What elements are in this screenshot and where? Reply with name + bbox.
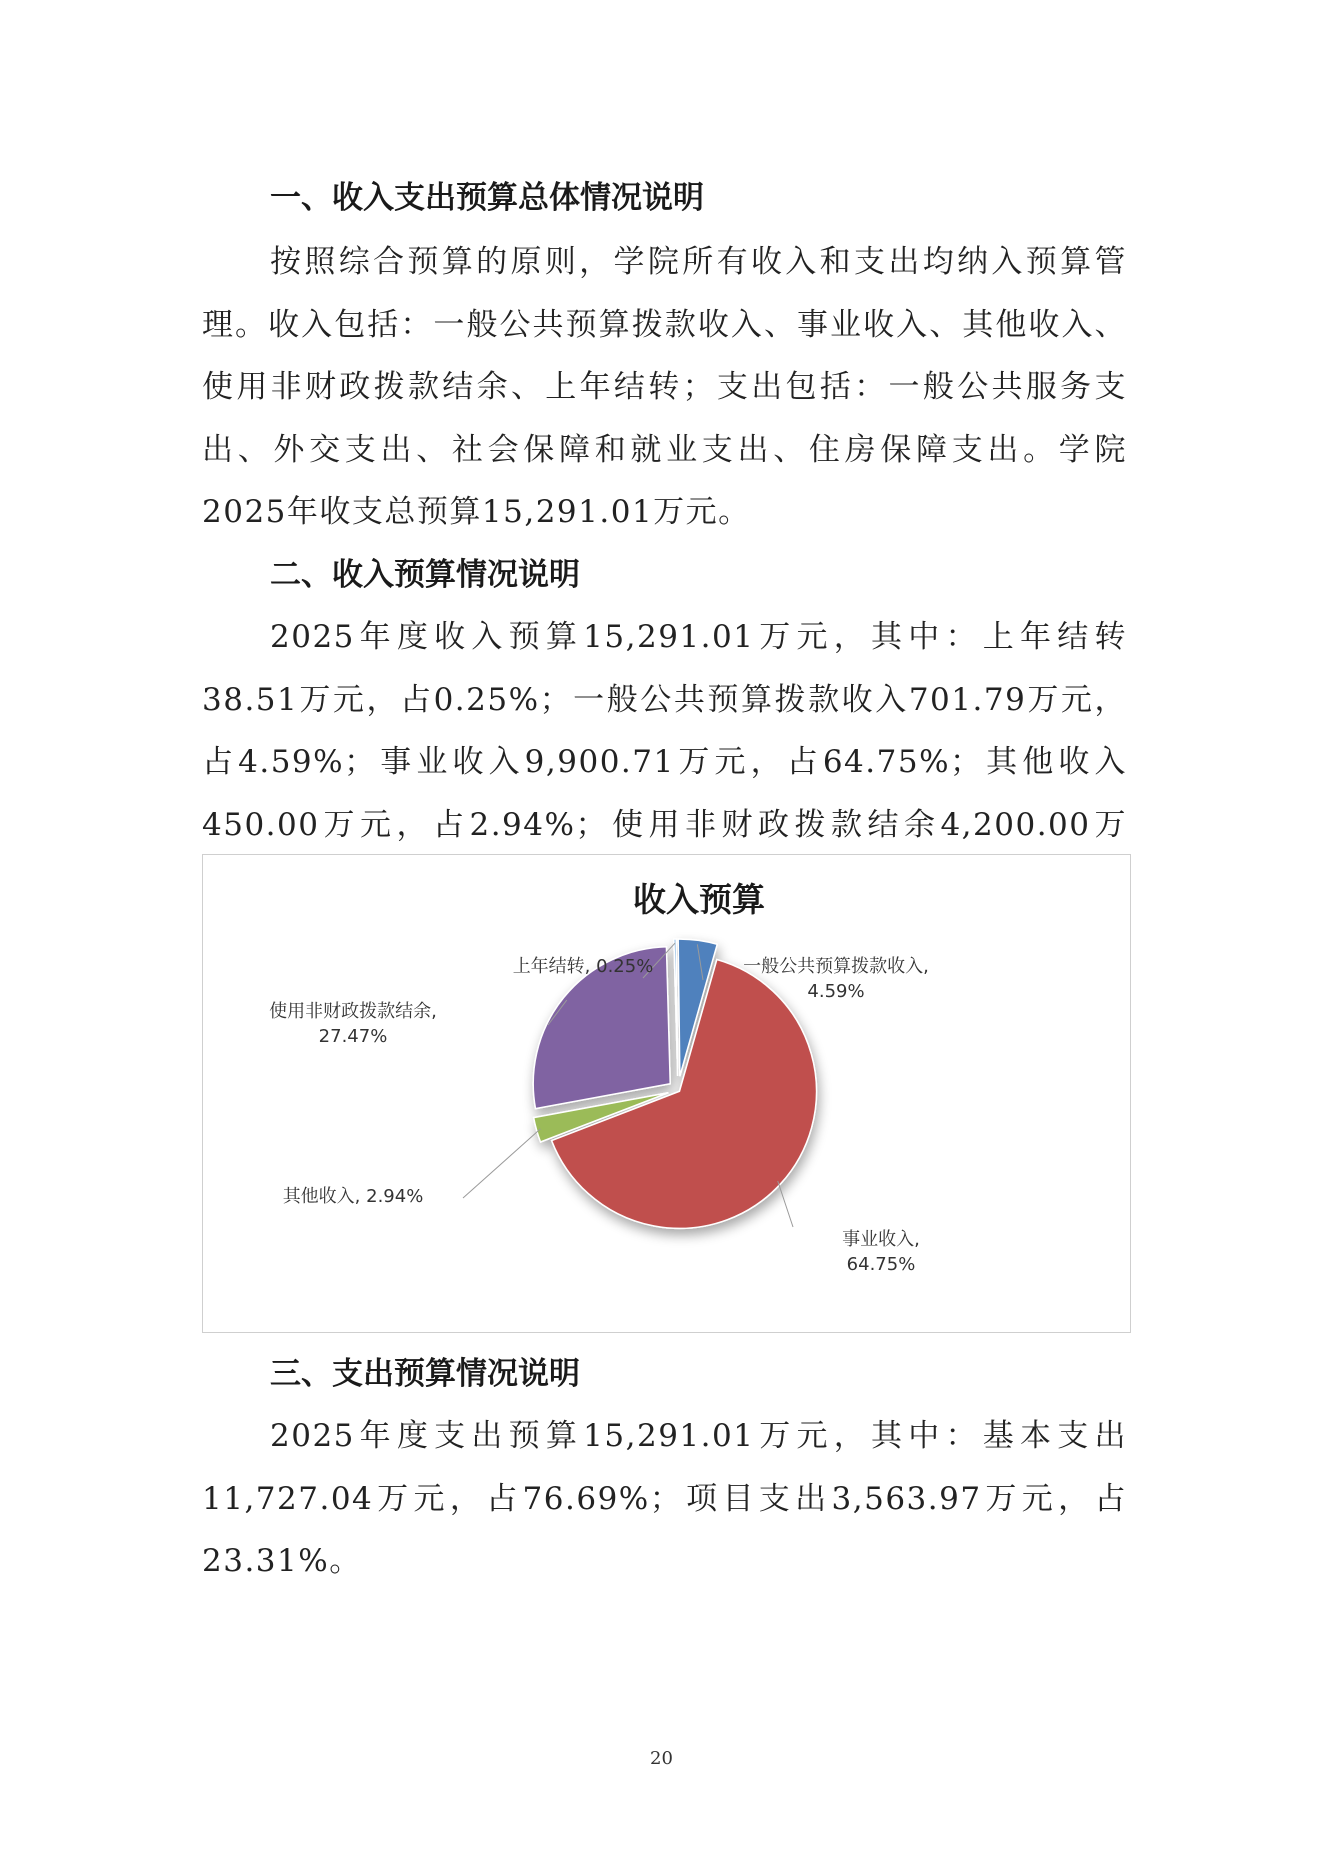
leader-line-4 xyxy=(463,1129,540,1198)
section2-heading: 二、收入预算情况说明 xyxy=(270,557,580,593)
pie-label-2: 一般公共预算拨款收入, xyxy=(743,956,929,977)
pie-slice-1 xyxy=(674,939,678,1076)
income-budget-chart xyxy=(202,854,1131,1333)
section2-paragraph: 2025年度收入预算15,291.01万元，其中：上年结转38.51万元，占0.25%；一般公共预算拨款收入701.79万元，占4.59%；事业收入9,900.71万元，占64.75%；其他收入450.00万元，占2.94%；使用非财政拨款结余4,200.00万 xyxy=(202,619,1127,843)
section1-heading: 一、收入支出预算总体情况说明 xyxy=(270,180,704,216)
section3-heading: 三、支出预算情况说明 xyxy=(270,1356,580,1392)
pie-slices-group xyxy=(533,939,816,1228)
pie-label-value-2: 4.59% xyxy=(807,981,865,1002)
pie-label-1: 上年结转, 0.25% xyxy=(512,956,654,977)
pie-label-value-5: 27.47% xyxy=(318,1026,388,1047)
section1-paragraph: 按照综合预算的原则，学院所有收入和支出均纳入预算管理。收入包括：一般公共预算拨款收入、事业收入、其他收入、使用非财政拨款结余、上年结转；支出包括：一般公共服务支出、外交支出、社会保障和就业支出、住房保障支出。学院2025年收支总预算15,291.01万元。 xyxy=(202,244,1127,530)
page-number: 20 xyxy=(650,1748,673,1769)
section3-paragraph: 2025年度支出预算15,291.01万元，其中：基本支出11,727.04万元，占76.69%；项目支出3,563.97万元，占23.31%。 xyxy=(202,1418,1127,1579)
pie-label-value-3: 64.75% xyxy=(846,1254,916,1275)
pie-label-3: 事业收入, xyxy=(842,1229,920,1250)
leader-line-3 xyxy=(778,1181,793,1227)
pie-chart-svg xyxy=(203,855,1129,1331)
pie-label-5: 使用非财政拨款结余, xyxy=(269,1001,437,1022)
pie-label-4: 其他收入, 2.94% xyxy=(282,1186,424,1207)
chart-title: 收入预算 xyxy=(633,880,765,919)
